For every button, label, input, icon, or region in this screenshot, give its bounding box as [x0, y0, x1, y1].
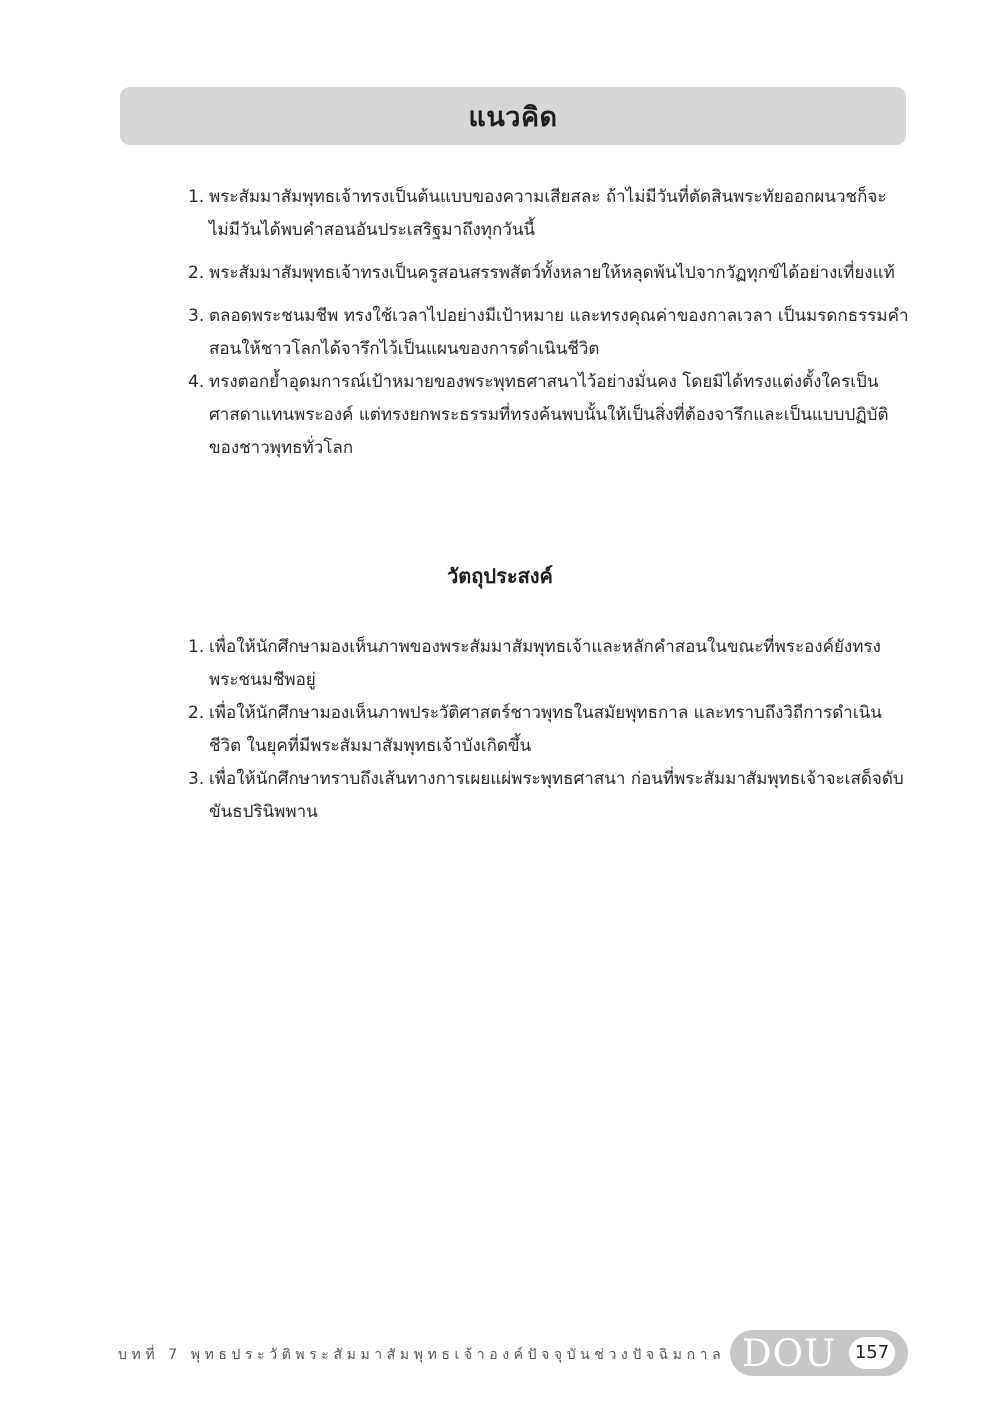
chapter-running-title: บทที่ 7 พุทธประวัติพระสัมมาสัมพุทธเจ้าองค์ปัจจุบันช่วงปัจฉิมกาล [118, 1347, 726, 1363]
item-number: 2. [188, 263, 205, 283]
item-number: 1. [188, 637, 205, 657]
item-text: พระสัมมาสัมพุทธเจ้าทรงเป็นต้นแบบของความเสียสละ ถ้าไม่มีวันที่ตัดสินพระทัยออกผนวชก็จะไม่มีวันได้พบคำสอนอันประเสริฐมาถึงทุกวันนี้ [209, 187, 887, 240]
item-number: 3. [188, 769, 205, 789]
list-item [188, 697, 910, 763]
item-text: พระสัมมาสัมพุทธเจ้าทรงเป็นครูสอนสรรพสัตว์ทั้งหลายให้หลุดพ้นไปจากวัฏทุกข์ได้อย่างเที่ยงแท้ [209, 263, 895, 283]
page-number: 157 [849, 1337, 895, 1369]
page-footer [118, 1330, 908, 1378]
dou-logo: DOU [742, 1332, 837, 1375]
item-text: เพื่อให้นักศึกษามองเห็นภาพประวัติศาสตร์ชาวพุทธในสมัยพุทธกาล และทราบถึงวิถีการดำเนินชีวิต ในยุคที่มีพระสัมมาสัมพุทธเจ้าบังเกิดขึ้น [209, 703, 882, 756]
item-number: 2. [188, 703, 205, 723]
section-header-band [120, 87, 906, 145]
list-item [188, 366, 910, 465]
list-item [188, 181, 910, 247]
item-number: 4. [188, 372, 205, 392]
item-text: ตลอดพระชนมชีพ ทรงใช้เวลาไปอย่างมีเป้าหมาย และทรงคุณค่าของกาลเวลา เป็นมรดกธรรมคำสอนให้ชาวโลกได้จารึกไว้เป็นแผนของการดำเนินชีวิต [209, 306, 909, 359]
list-item [188, 763, 910, 829]
footer-badge [730, 1330, 908, 1376]
item-text: ทรงตอกย้ำอุดมการณ์เป้าหมายของพระพุทธศาสนาไว้อย่างมั่นคง โดยมิได้ทรงแต่งตั้งใครเป็นศาสดาแทนพระองค์ แต่ทรงยกพระธรรมที่ทรงค้นพบนั้นให้เป็นสิ่งที่ต้องจารึกและเป็นแบบปฏิบัติของชาวพุทธทั่วโลก [209, 372, 889, 458]
objectives-list [188, 631, 910, 829]
page-title: แนวคิด [468, 101, 558, 133]
objectives-heading: วัตถุประสงค์ [447, 564, 553, 588]
list-item [188, 257, 910, 290]
item-text: เพื่อให้นักศึกษาทราบถึงเส้นทางการเผยแผ่พระพุทธศาสนา ก่อนที่พระสัมมาสัมพุทธเจ้าจะเสด็จดับขันธปรินิพพาน [209, 769, 904, 822]
list-item [188, 300, 910, 366]
item-number: 1. [188, 187, 205, 207]
item-text: เพื่อให้นักศึกษามองเห็นภาพของพระสัมมาสัมพุทธเจ้าและหลักคำสอนในขณะที่พระองค์ยังทรงพระชนมชีพอยู่ [209, 637, 881, 690]
list-item [188, 631, 910, 697]
item-number: 3. [188, 306, 205, 326]
concepts-list [188, 181, 910, 465]
